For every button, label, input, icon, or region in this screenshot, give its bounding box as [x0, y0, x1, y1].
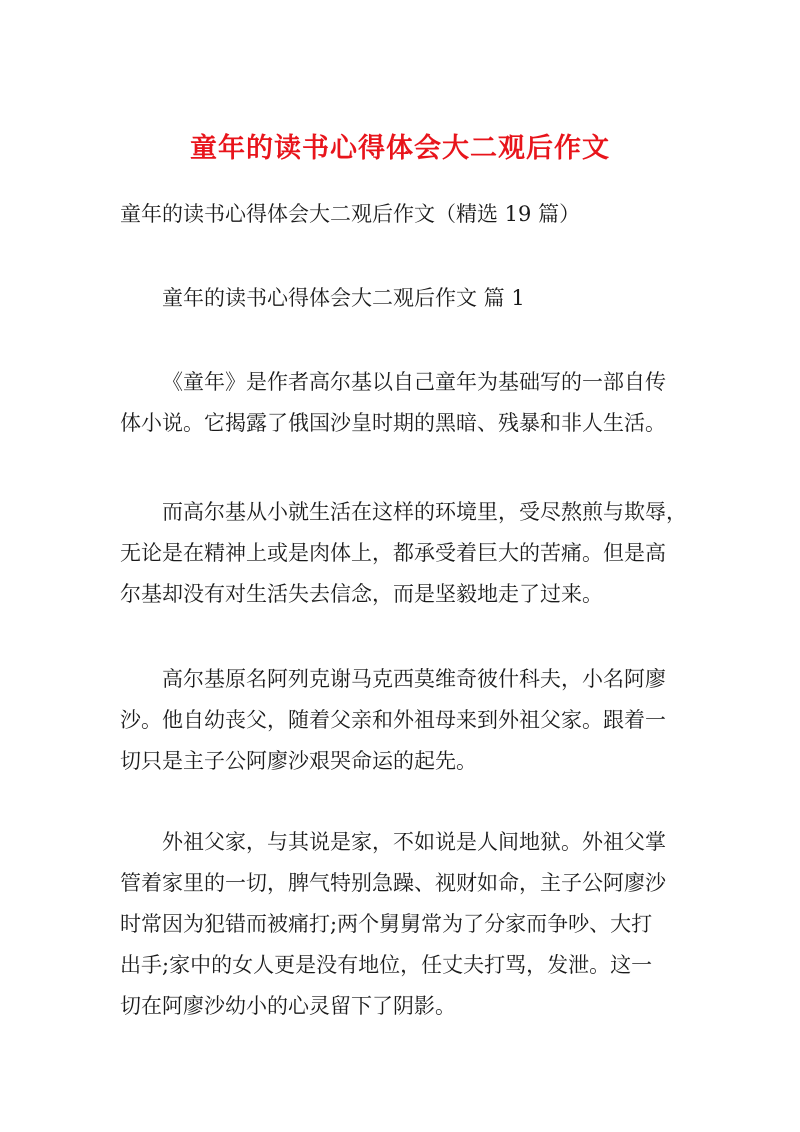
paragraph-line: 时常因为犯错而被痛打;两个舅舅常为了分家而争吵、大打: [120, 912, 653, 936]
paragraph-line: 出手;家中的女人更是没有地位，任丈夫打骂，发泄。这一: [120, 953, 653, 977]
paragraph-line: 尔基却没有对生活失去信念，而是坚毅地走了过来。: [120, 582, 603, 606]
paragraph-line: 《童年》是作者高尔基以自己童年为基础写的一部自传: [162, 370, 666, 394]
paragraph-2: [120, 492, 688, 615]
paragraph-line: 而高尔基从小就生活在这样的环境里，受尽熬煎与欺辱，: [162, 500, 687, 524]
document-title: 童年的读书心得体会大二观后作文: [190, 133, 610, 164]
paragraph-line: 体小说。它揭露了俄国沙皇时期的黑暗、残暴和非人生活。: [120, 411, 666, 435]
paragraph-4: [120, 822, 688, 1027]
paragraph-line: 管着家里的一切，脾气特别急躁、视财如命，主子公阿廖沙: [120, 871, 666, 895]
paragraph-line: 切在阿廖沙幼小的心灵留下了阴影。: [120, 994, 456, 1018]
paragraph-line: 高尔基原名阿列克谢马克西莫维奇彼什科夫，小名阿廖: [162, 667, 666, 691]
paragraph-line: 外祖父家，与其说是家，不如说是人间地狱。外祖父掌: [162, 830, 666, 854]
paragraph-line: 沙。他自幼丧父，随着父亲和外祖母来到外祖父家。跟着一: [120, 708, 666, 732]
paragraph-3: [120, 659, 688, 782]
section-heading: 童年的读书心得体会大二观后作文 篇 1: [162, 286, 525, 310]
paragraph-line: 切只是主子公阿廖沙艰哭命运的起先。: [120, 749, 477, 773]
document-subtitle: 童年的读书心得体会大二观后作文（精选 19 篇）: [120, 202, 581, 226]
paragraph-1: [120, 362, 688, 444]
paragraph-line: 无论是在精神上或是肉体上，都承受着巨大的苦痛。但是高: [120, 541, 666, 565]
